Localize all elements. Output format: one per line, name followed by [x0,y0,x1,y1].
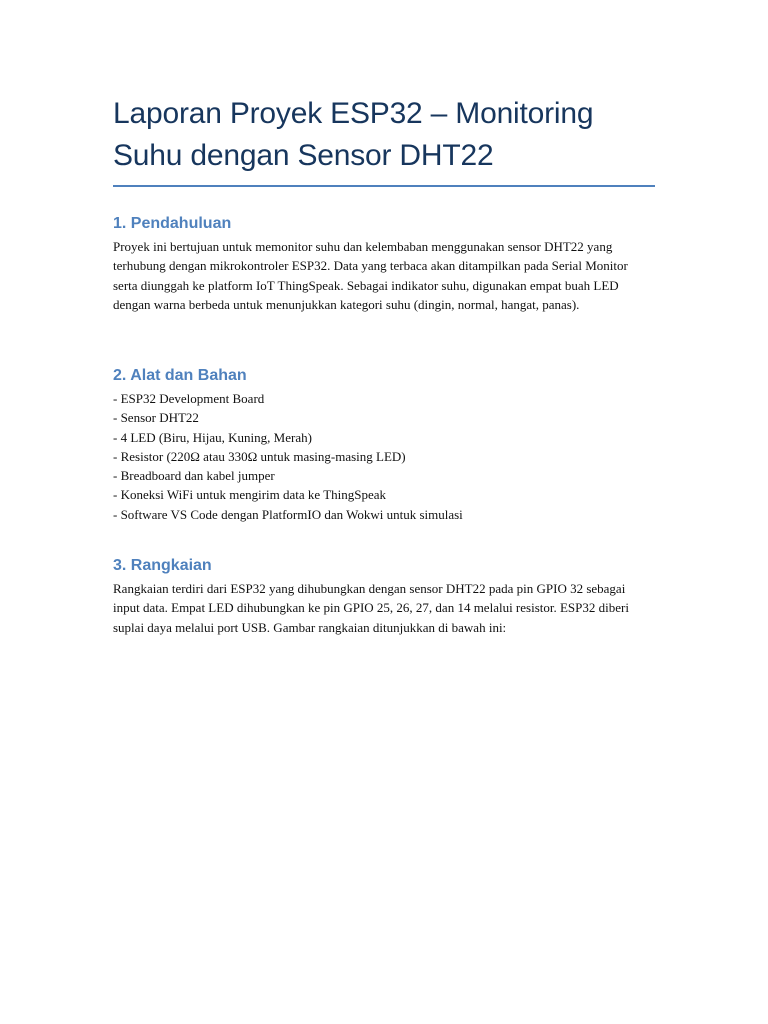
section-heading: 3. Rangkaian [113,557,212,574]
list-item: - Koneksi WiFi untuk mengirim data ke ThingSpeak [113,487,387,503]
section-alat-dan-bahan [113,365,655,524]
section-heading: 1. Pendahuluan [113,215,232,232]
list-item: - Software VS Code dengan PlatformIO dan Wokwi untuk simulasi [113,506,463,522]
list-item: - 4 LED (Biru, Hijau, Kuning, Merah) [113,429,312,445]
document-title: Laporan Proyek ESP32 – Monitoring Suhu dengan Sensor DHT22 [113,97,594,172]
list-item: - Resistor (220Ω atau 330Ω untuk masing-masing LED) [113,448,406,464]
section-paragraph: Rangkaian terdiri dari ESP32 yang dihubungkan dengan sensor DHT22 pada pin GPIO 32 sebagai input data. Empat LED dihubungkan ke pin GPIO 25, 26, 27, dan 14 melalui resistor. ESP32 diberi suplai daya melalui port USB. Gambar rangkaian ditunjukkan di bawah ini: [113,581,629,635]
section-heading: 2. Alat dan Bahan [113,367,247,384]
materials-list [113,389,655,524]
title-underline [113,185,655,187]
list-item: - ESP32 Development Board [113,391,265,406]
list-item: - Breadboard dan kabel jumper [113,468,275,484]
list-item: - Sensor DHT22 [113,410,199,426]
section-rangkaian [113,555,655,637]
document-page [113,93,655,635]
section-paragraph: Proyek ini bertujuan untuk memonitor suhu dan kelembaban menggunakan sensor DHT22 yang terhubung dengan mikrokontroler ESP32. Data yang terbaca akan ditampilkan pada Serial Monitor serta diunggah ke platform IoT ThingSpeak. Sebagai indikator suhu, digunakan empat buah LED dengan warna berbeda untuk menunjukkan kategori suhu (dingin, normal, hangat, panas). [113,239,628,312]
section-pendahuluan [113,213,655,314]
